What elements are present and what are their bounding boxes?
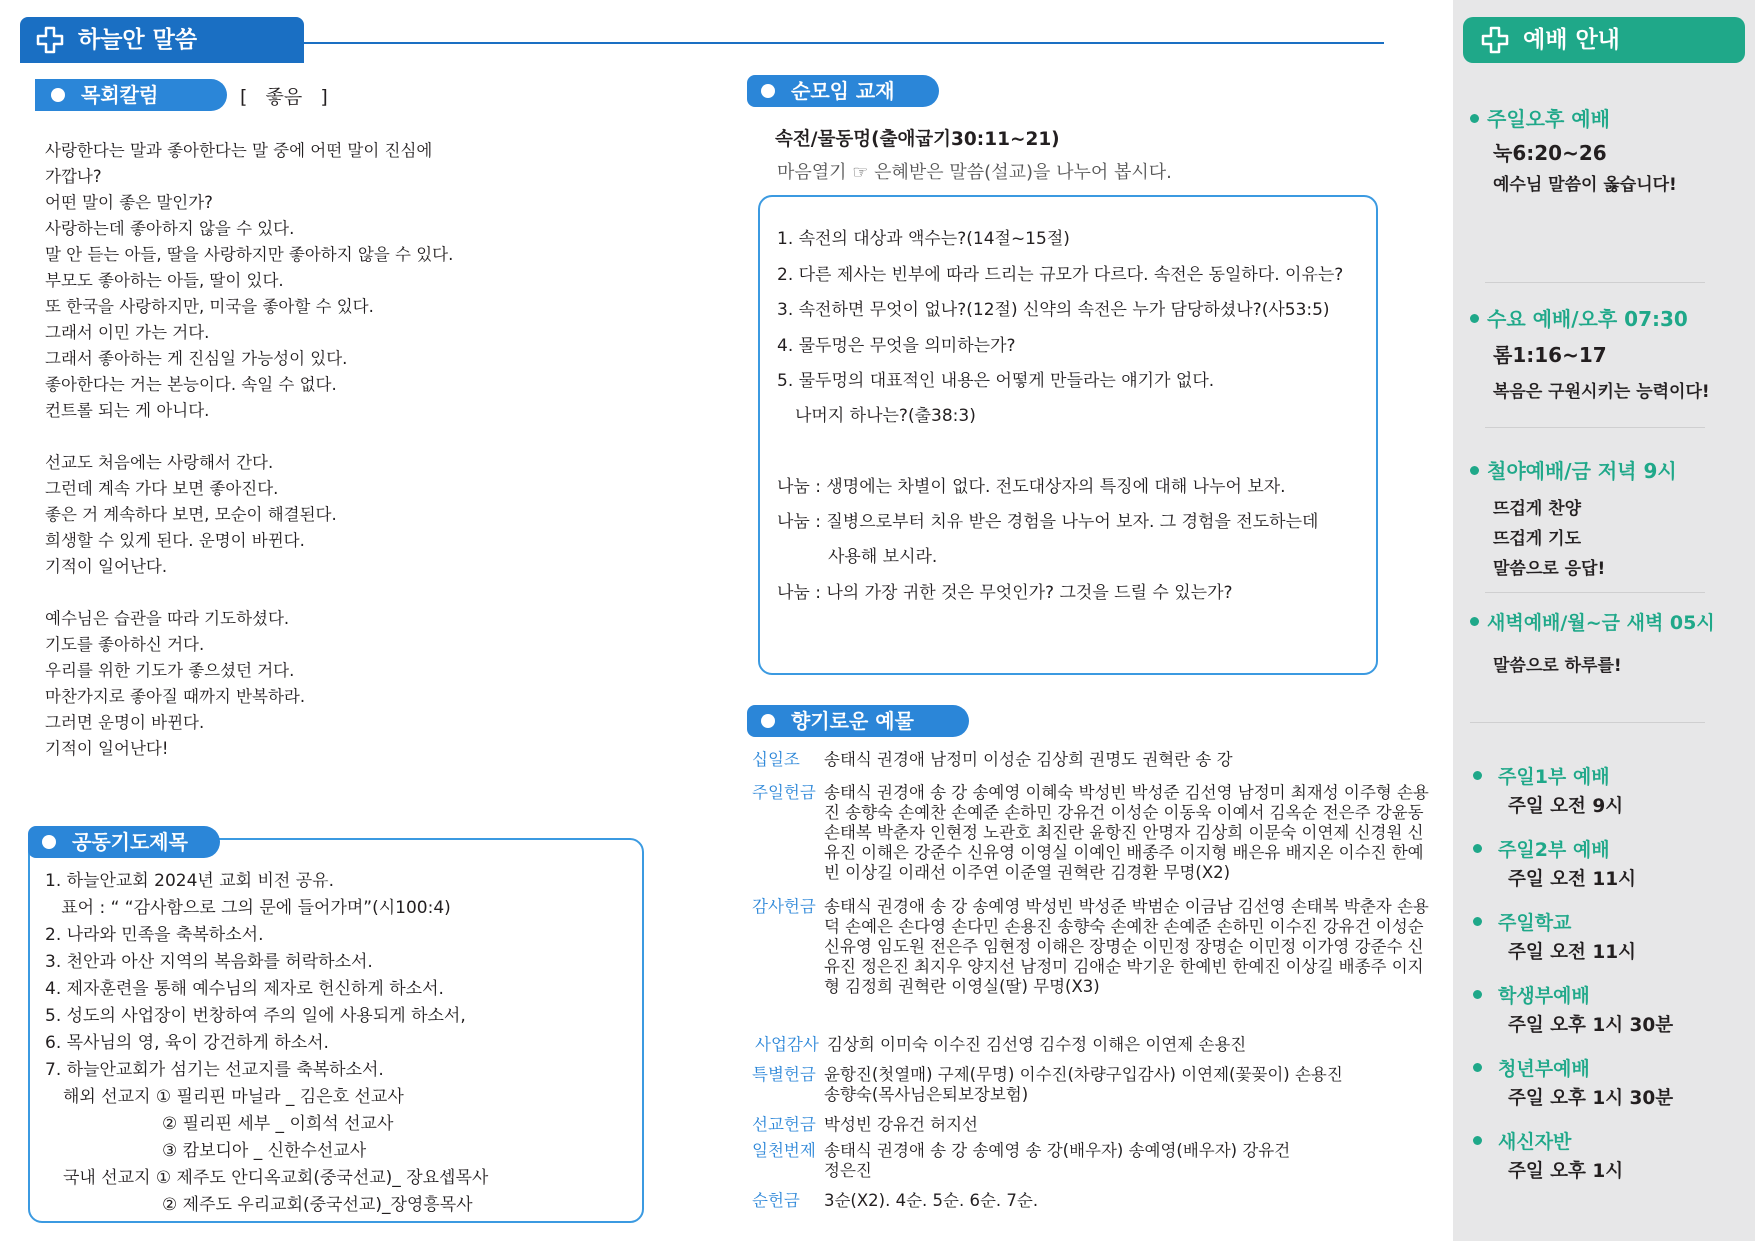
- prayer-label: 공동기도제목: [28, 826, 220, 858]
- column-line: 희생할 수 있게 된다. 운명이 바뀐다.: [45, 531, 305, 550]
- service-text: 눅6:20~26: [1493, 141, 1607, 165]
- prayer-item: 4. 제자훈련을 통해 예수님의 제자로 헌신하게 하소서.: [45, 979, 444, 999]
- offering-type: 일천번제: [752, 1141, 816, 1160]
- offering-row: [752, 1141, 1442, 1183]
- service-text: 뜨겁게 기도: [1493, 529, 1582, 549]
- cross-icon: [36, 26, 64, 54]
- worship-title: 예배 안내: [1523, 27, 1620, 53]
- offering-type: 특별헌금: [752, 1065, 816, 1084]
- prayer-item: 3. 천안과 아산 지역의 복음화를 허락하소서.: [45, 952, 373, 972]
- prayer-item: 국내 선교지 ① 제주도 안디옥교회(중국선교)_ 장요셉목사: [63, 1168, 489, 1188]
- column-line: 좋아한다는 거는 본능이다. 속일 수 없다.: [45, 375, 337, 394]
- column-line: 선교도 처음에는 사랑해서 간다.: [45, 453, 274, 472]
- schedule-time: 주일 오전 11시: [1508, 869, 1636, 890]
- divider: [1485, 282, 1705, 283]
- bullet-icon: [1470, 617, 1479, 626]
- column-line: 마찬가지로 좋아질 때까지 반복하라.: [45, 687, 306, 706]
- column-line: 사랑하는데 좋아하지 않을 수 있다.: [45, 219, 295, 238]
- service-text: 예수님 말씀이 옳습니다!: [1493, 175, 1677, 195]
- bullet-icon: [761, 714, 775, 728]
- offerings-label: 향기로운 예물: [747, 705, 969, 737]
- bullet-icon: [761, 84, 775, 98]
- service-name: 수요 예배/오후 07:30: [1470, 303, 1688, 332]
- offering-type: 감사헌금: [752, 897, 816, 916]
- offering-names: 송태식 권경애 남정미 이성순 김상희 권명도 권혁란 송 강: [824, 750, 1233, 769]
- schedule-name: 주일학교: [1473, 908, 1571, 935]
- study-question: 4. 물두멍은 무엇을 의미하는가?: [777, 336, 1016, 356]
- column-line: 기적이 일어난다.: [45, 557, 168, 576]
- prayer-item: 1. 하늘안교회 2024년 교회 비전 공유.: [45, 871, 334, 891]
- column-line: 기도를 좋아하신 거다.: [45, 635, 205, 654]
- divider: [1485, 427, 1705, 428]
- column-line: 그래서 좋아하는 게 진심일 가능성이 있다.: [45, 349, 348, 368]
- prayer-item: 표어 : “ “감사함으로 그의 문에 들어가며”(시100:4): [45, 898, 451, 918]
- prayer-item: ② 필리핀 세부 _ 이희석 선교사: [162, 1114, 394, 1134]
- bullet-icon: [1473, 990, 1482, 999]
- prayer-item: 2. 나라와 민족을 축복하소서.: [45, 925, 264, 945]
- bullet-icon: [1473, 844, 1482, 853]
- column-subject: [ 좋음 ]: [240, 86, 328, 108]
- header-title: 하늘안 말씀: [78, 27, 198, 53]
- column-line: 기적이 일어난다!: [45, 739, 169, 758]
- header-banner: [20, 17, 304, 63]
- prayer-item: ③ 캄보디아 _ 신한수선교사: [162, 1141, 367, 1161]
- offering-type: 사업감사: [755, 1035, 819, 1054]
- bullet-icon: [42, 835, 56, 849]
- worship-banner: [1463, 17, 1745, 63]
- study-sharing: 나눔 : 생명에는 차별이 없다. 전도대상자의 특징에 대해 나누어 보자.: [777, 477, 1286, 497]
- bullet-icon: [1473, 917, 1482, 926]
- column-line: 우리를 위한 기도가 좋으셨던 거다.: [45, 661, 295, 680]
- offering-names: 김상희 이미숙 이수진 김선영 김수정 이해은 이연제 손용진: [827, 1035, 1247, 1054]
- prayer-item: 6. 목사님의 영, 육이 강건하게 하소서.: [45, 1033, 329, 1053]
- service-name: 주일오후 예배: [1470, 103, 1610, 132]
- offering-row: [752, 1191, 1442, 1213]
- study-sharing: 사용해 보시라.: [828, 547, 938, 567]
- column-line: 말 안 듣는 아들, 딸을 사랑하지만 좋아하지 않을 수 있다.: [45, 245, 454, 264]
- study-question: 3. 속전하면 무엇이 없나?(12절) 신약의 속전은 누가 담당하셨나?(사53:5): [777, 300, 1330, 320]
- study-title: 속전/물동멍(출애굽기30:11~21): [775, 129, 1060, 150]
- offering-row: [752, 897, 1442, 1022]
- divider: [1470, 722, 1705, 723]
- prayer-item: 7. 하늘안교회가 섬기는 선교지를 축복하소서.: [45, 1060, 384, 1080]
- study-label: 순모임 교재: [747, 75, 939, 107]
- service-text: 복음은 구원시키는 능력이다!: [1493, 382, 1710, 402]
- offering-names: 3순(X2). 4순. 5순. 6순. 7순.: [824, 1191, 1039, 1210]
- schedule-time: 주일 오후 1시 30분: [1508, 1015, 1674, 1036]
- column-line: 그러면 운명이 바뀐다.: [45, 713, 205, 732]
- column-line: 컨트롤 되는 게 아니다.: [45, 401, 210, 420]
- header-rule: [304, 42, 1384, 44]
- column-line: 가깝나?: [45, 167, 102, 186]
- offering-row: [752, 750, 1442, 772]
- bullet-icon: [51, 88, 65, 102]
- cross-icon: [1481, 26, 1509, 54]
- column-body: [45, 138, 453, 762]
- study-question: 5. 물두멍의 대표적인 내용은 어떻게 만들라는 얘기가 없다.: [777, 371, 1215, 391]
- divider: [1485, 592, 1705, 593]
- offering-type: 십일조: [752, 750, 800, 769]
- prayer-item: ② 제주도 우리교회(중국선교)_장영흥목사: [162, 1195, 473, 1215]
- offering-type: 순헌금: [752, 1191, 800, 1210]
- offering-row: [752, 1115, 1442, 1137]
- service-name: 철야예배/금 저녁 9시: [1470, 455, 1677, 484]
- offering-names: 송태식 권경애 송 강 송예영 박성빈 박성준 박범순 이금남 김선영 손태복 박춘자 손용덕 손예은 손다영 손다민 손용진 송향숙 손예찬 손예준 손하민 이수진 강유건 이성순 신유영 임도원 전은주 임현정 이해은 장명순 이민정 장명순 이민정 이가영 강준수 신유진 정은진 최지우 양지선 남정미 김애순 박기운 한예빈 한예진 이상길 배종주 이지형 김정희 권혁란 이영실(딸) 무명(X3): [824, 897, 1429, 996]
- column-line: 부모도 좋아하는 아들, 딸이 있다.: [45, 271, 284, 290]
- schedule-name: 주일1부 예배: [1473, 762, 1610, 789]
- prayer-item: 해외 선교지 ① 필리핀 마닐라 _ 김은호 선교사: [63, 1087, 404, 1107]
- bullet-icon: [1470, 466, 1479, 475]
- column-line: 사랑한다는 말과 좋아한다는 말 중에 어떤 말이 진심에: [45, 141, 433, 160]
- study-question: 나머지 하나는?(출38:3): [795, 406, 976, 426]
- study-question: 1. 속전의 대상과 액수는?(14절~15절): [777, 229, 1070, 249]
- prayer-item: 5. 성도의 사업장이 번창하여 주의 일에 사용되게 하소서,: [45, 1006, 466, 1026]
- bullet-icon: [1473, 1063, 1482, 1072]
- schedule-time: 주일 오후 1시: [1508, 1161, 1624, 1182]
- service-text: 롬1:16~17: [1493, 343, 1607, 367]
- schedule-name: 학생부예배: [1473, 981, 1590, 1008]
- offering-type: 주일헌금: [752, 783, 816, 802]
- schedule-name: 주일2부 예배: [1473, 835, 1610, 862]
- offering-row: [755, 1035, 1445, 1057]
- study-sharing: 나눔 : 나의 가장 귀한 것은 무엇인가? 그것을 드릴 수 있는가?: [777, 583, 1233, 603]
- column-line: 그런데 계속 가다 보면 좋아진다.: [45, 479, 279, 498]
- bullet-icon: [1470, 114, 1479, 123]
- study-subtitle: 마음열기 ☞ 은혜받은 말씀(설교)을 나누어 봅시다.: [777, 162, 1172, 183]
- offering-row: [752, 1065, 1442, 1107]
- column-line: 예수님은 습관을 따라 기도하셨다.: [45, 609, 290, 628]
- bullet-icon: [1470, 314, 1479, 323]
- bullet-icon: [1473, 1136, 1482, 1145]
- study-sharing: 나눔 : 질병으로부터 치유 받은 경험을 나누어 보자. 그 경험을 전도하는데: [777, 512, 1319, 532]
- service-text: 말씀으로 응답!: [1493, 559, 1606, 579]
- offering-names: 송태식 권경애 송 강 송예영 송 강(배우자) 송예영(배우자) 강유건 정은진: [824, 1141, 1291, 1180]
- schedule-name: 청년부예배: [1473, 1054, 1590, 1081]
- offering-type: 선교헌금: [752, 1115, 816, 1134]
- offering-row: [752, 783, 1442, 893]
- column-line: 어떤 말이 좋은 말인가?: [45, 193, 213, 212]
- schedule-time: 주일 오전 9시: [1508, 796, 1624, 817]
- offering-names: 박성빈 강유건 허지선: [824, 1115, 978, 1134]
- study-question: 2. 다른 제사는 빈부에 따라 드리는 규모가 다르다. 속전은 동일하다. 이유는?: [777, 265, 1344, 285]
- service-name: 새벽예배/월~금 새벽 05시: [1470, 608, 1715, 635]
- column-line: 또 한국을 사랑하지만, 미국을 좋아할 수 있다.: [45, 297, 374, 316]
- service-text: 말씀으로 하루를!: [1493, 656, 1622, 676]
- bullet-icon: [1473, 771, 1482, 780]
- offering-names: 윤항진(첫열매) 구제(무명) 이수진(차량구입감사) 이연제(꽃꽂이) 손용진 송향숙(목사님은퇴보장보험): [824, 1065, 1343, 1104]
- column-line: 좋은 거 계속하다 보면, 모순이 해결된다.: [45, 505, 337, 524]
- schedule-time: 주일 오후 1시 30분: [1508, 1088, 1674, 1109]
- schedule-name: 새신자반: [1473, 1127, 1571, 1154]
- offering-names: 송태식 권경애 송 강 송예영 이혜숙 박성빈 박성준 김선영 남정미 최재성 이주형 손용진 송향숙 손예찬 손예준 손하민 강유건 이성순 이동욱 이예서 김옥순 전은주 강윤동 손태복 박춘자 인현정 노관호 최진란 윤항진 안명자 김상희 이문숙 이연제 신경원 신유진 이해은 강준수 신유영 이영실 이예인 배종주 이지형 배은유 배지온 이수진 한예빈 이상길 이래선 이주연 이준열 권혁란 김경환 무명(X2): [824, 783, 1429, 882]
- service-text: 뜨겁게 찬양: [1493, 499, 1582, 519]
- schedule-time: 주일 오전 11시: [1508, 942, 1636, 963]
- column-label: 목회칼럼: [35, 79, 227, 111]
- column-line: 그래서 이민 가는 거다.: [45, 323, 210, 342]
